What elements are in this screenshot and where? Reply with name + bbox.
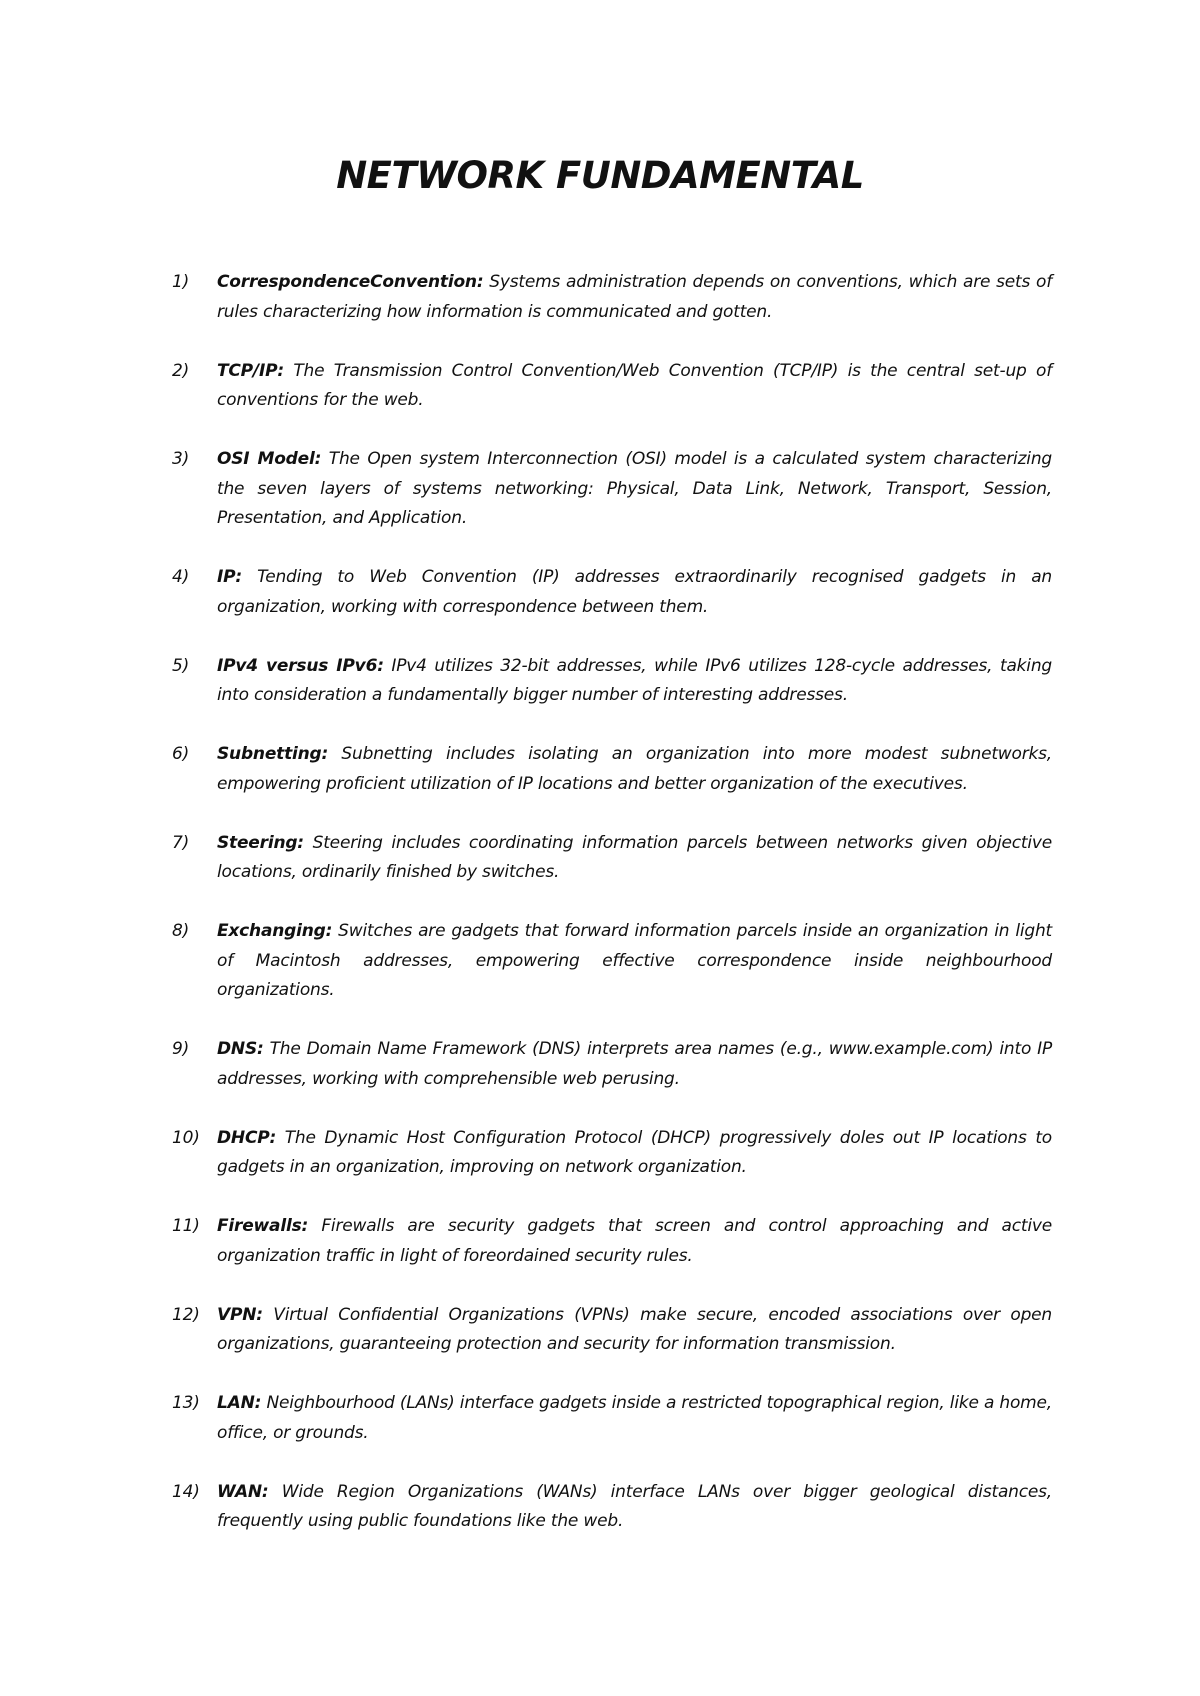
item-number: 12) xyxy=(172,1304,200,1325)
page-title: NETWORK FUNDAMENTAL xyxy=(336,154,864,197)
item-term: CorrespondenceConvention: xyxy=(217,272,484,292)
item-term: Firewalls: xyxy=(217,1216,309,1236)
item-term: Subnetting: xyxy=(217,744,329,764)
item-text: IPv4 utilizes 32-bit addresses, while IPv6 utilizes 128-cycle addresses, taking into consideration a fundamentally bigger number of interesting addresses. xyxy=(217,655,1052,705)
item-term: IPv4 versus IPv6: xyxy=(217,655,384,676)
item-number: 14) xyxy=(172,1481,200,1502)
item-text: Systems administration depends on conventions, which are sets of rules characterizing how information is communicated and gotten. xyxy=(217,272,1052,322)
item-text: Firewalls are security gadgets that screen and control approaching and active organization traffic in light of foreordained security rules. xyxy=(217,1216,1052,1266)
item-term: DNS: xyxy=(217,1039,264,1059)
item-text: Tending to Web Convention (IP) addresses extraordinarily recognised gadgets in an organization, working with correspondence between them. xyxy=(217,567,1052,617)
item-term: LAN: xyxy=(217,1393,262,1413)
item-term: WAN: xyxy=(217,1481,269,1502)
item-text: The Open system Interconnection (OSI) model is a calculated system characterizing the seven layers of systems networking: Physical, Data Link, Network, Transport, Session, Presentation, and Application. xyxy=(217,449,1052,528)
list-item xyxy=(172,1478,1052,1537)
list-item xyxy=(172,1035,1052,1094)
list-item xyxy=(172,445,1052,534)
item-number: 6) xyxy=(172,744,190,764)
item-text: The Dynamic Host Configuration Protocol (DHCP) progressively doles out IP locations to gadgets in an organization, improving on network organization. xyxy=(217,1127,1052,1177)
item-text: Switches are gadgets that forward information parcels inside an organization in light of Macintosh addresses, empowering effective correspondence inside neighbourhood organizations. xyxy=(217,921,1052,1000)
list-item xyxy=(172,1389,1052,1448)
list-item xyxy=(172,917,1052,1006)
item-text: Wide Region Organizations (WANs) interface LANs over bigger geological distances, frequently using public foundations like the web. xyxy=(217,1481,1052,1531)
list-item xyxy=(172,357,1052,416)
item-number: 3) xyxy=(172,449,190,469)
item-term: TCP/IP: xyxy=(217,360,284,381)
fundamentals-list xyxy=(172,268,1052,1566)
list-item xyxy=(172,740,1052,799)
list-item xyxy=(172,1124,1052,1183)
item-term: VPN: xyxy=(217,1304,263,1325)
item-number: 9) xyxy=(172,1039,190,1059)
item-number: 1) xyxy=(172,272,190,292)
item-number: 10) xyxy=(172,1127,200,1148)
item-number: 2) xyxy=(172,360,190,381)
item-number: 5) xyxy=(172,655,190,676)
item-term: OSI Model: xyxy=(217,449,322,469)
item-number: 11) xyxy=(172,1216,200,1236)
item-number: 8) xyxy=(172,921,190,941)
item-term: Exchanging: xyxy=(217,921,333,941)
list-item xyxy=(172,1301,1052,1360)
item-number: 13) xyxy=(172,1393,200,1413)
list-item xyxy=(172,563,1052,622)
list-item xyxy=(172,1212,1052,1271)
item-text: Subnetting includes isolating an organization into more modest subnetworks, empowering proficient utilization of IP locations and better organization of the executives. xyxy=(217,744,1052,794)
item-number: 7) xyxy=(172,832,190,853)
item-number: 4) xyxy=(172,567,190,587)
item-text: Virtual Confidential Organizations (VPNs) make secure, encoded associations over open organizations, guaranteeing protection and security for information transmission. xyxy=(217,1304,1052,1354)
item-term: DHCP: xyxy=(217,1127,277,1148)
list-item xyxy=(172,268,1052,327)
item-text: The Transmission Control Convention/Web Convention (TCP/IP) is the central set-up of conventions for the web. xyxy=(217,360,1052,410)
item-term: Steering: xyxy=(217,832,304,853)
item-text: Neighbourhood (LANs) interface gadgets inside a restricted topographical region, like a home, office, or grounds. xyxy=(217,1393,1052,1443)
list-item xyxy=(172,829,1052,888)
item-text: The Domain Name Framework (DNS) interprets area names (e.g., www.example.com) into IP addresses, working with comprehensible web perusing. xyxy=(217,1039,1052,1089)
item-text: Steering includes coordinating information parcels between networks given objective locations, ordinarily finished by switches. xyxy=(217,832,1052,882)
item-term: IP: xyxy=(217,567,242,587)
list-item xyxy=(172,652,1052,711)
